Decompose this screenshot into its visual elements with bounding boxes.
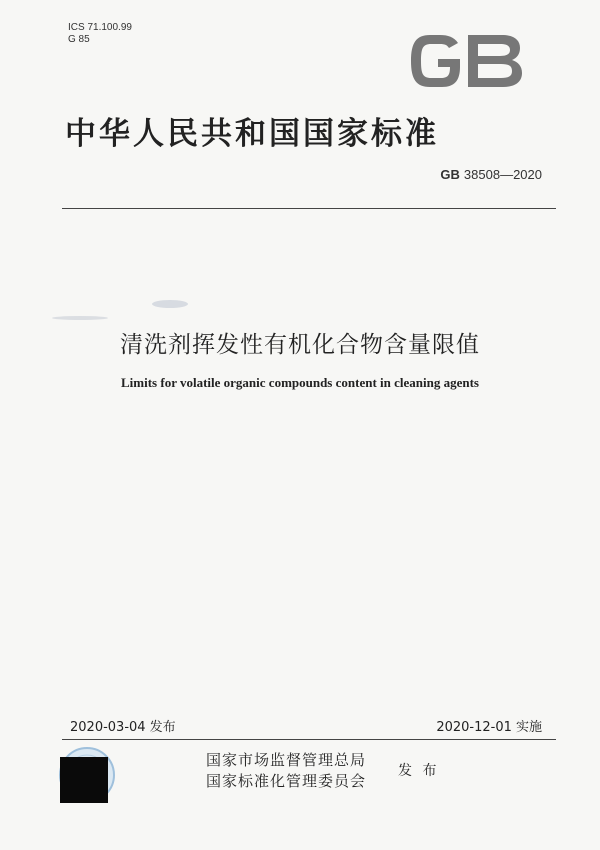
redacted-block <box>60 757 108 803</box>
scan-smudge <box>40 296 200 324</box>
implementation-date: 2020-12-01 实施 <box>436 720 542 735</box>
gb-logo-icon <box>408 33 524 89</box>
standard-category-title: 中华人民共和国国家标准 <box>65 116 439 152</box>
classification-codes <box>68 22 132 46</box>
footer-divider <box>62 739 556 740</box>
standard-number-value: 38508—2020 <box>463 167 542 182</box>
document-title-chinese: 清洗剂挥发性有机化合物含量限值 <box>120 332 480 358</box>
header-divider <box>62 208 556 209</box>
issuer-sac: 国家标准化管理委员会 <box>206 772 367 790</box>
publish-label: 发 布 <box>398 763 440 779</box>
issuing-authorities <box>206 750 366 792</box>
standard-number <box>440 167 542 182</box>
document-title-english: Limits for volatile organic compounds content in cleaning agents <box>121 375 479 390</box>
standard-number-prefix: GB <box>440 167 460 182</box>
ccs-code: G 85 <box>68 34 90 45</box>
ics-code: ICS 71.100.99 <box>68 22 132 33</box>
issue-date: 2020-03-04 发布 <box>70 720 176 735</box>
issuer-samr: 国家市场监督管理总局 <box>206 751 367 769</box>
